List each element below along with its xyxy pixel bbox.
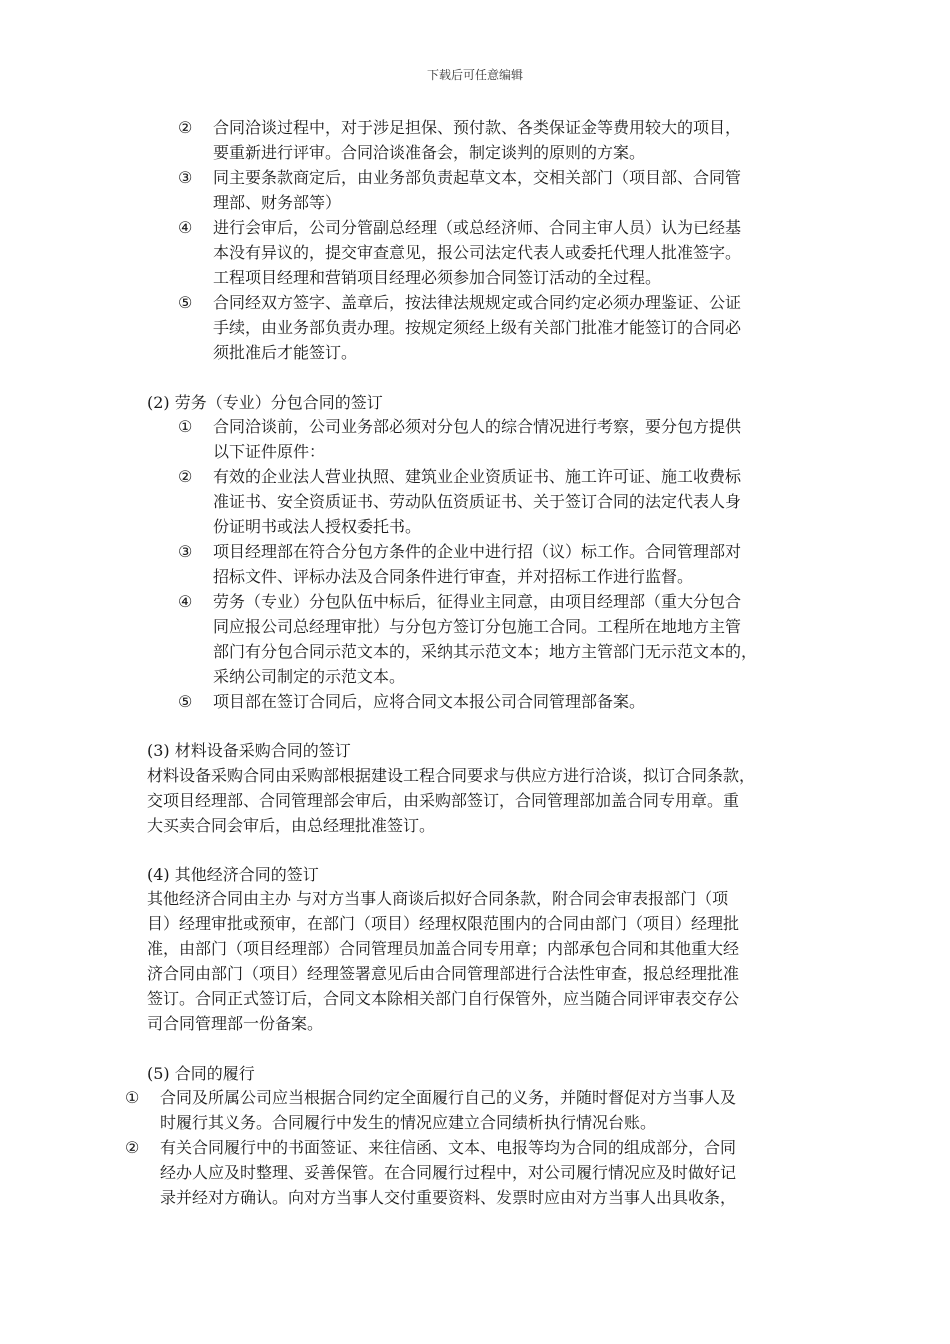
paragraph-line: 签订。合同正式签订后，合同文本除相关部门自行保管外，应当随合同评审表交存公: [147, 989, 740, 1008]
list-marker: ⑤: [178, 692, 193, 711]
list-item: [178, 215, 798, 290]
list-item-line: 合同及所属公司应当根据合同约定全面履行自己的义务，并随时督促对方当事人及: [160, 1088, 737, 1107]
list-item: [178, 589, 798, 689]
list-marker: ②: [178, 118, 193, 137]
list-marker: ④: [178, 218, 193, 237]
list-item-line: 须批准后才能签订。: [213, 343, 358, 362]
section5-list: [125, 1085, 810, 1210]
list-item-line: 工程项目经理和营销项目经理必须参加合同签订活动的全过程。: [213, 268, 662, 287]
list-item: [178, 414, 798, 464]
list-marker: ②: [178, 467, 193, 486]
list-item-line: 手续，由业务部负责办理。按规定须经上级有关部门批准才能签订的合同必: [213, 318, 742, 337]
list-item-line: 准证书、安全资质证书、劳动队伍资质证书、关于签订合同的法定代表人身: [213, 492, 742, 511]
paragraph-line: 材料设备采购合同由采购部根据建设工程合同要求与供应方进行洽谈，拟订合同条款，: [147, 766, 756, 785]
list-item-line: 经办人应及时整理、妥善保管。在合同履行过程中，对公司履行情况应及时做好记: [160, 1163, 737, 1182]
paragraph-line: 交项目经理部、合同管理部会审后，由采购部签订，合同管理部加盖合同专用章。重: [147, 791, 740, 810]
list-item-line: 份证明书或法人授权委托书。: [213, 517, 422, 536]
list-item: [125, 1135, 810, 1210]
section2-list: [178, 414, 798, 714]
section1-items: [178, 115, 798, 365]
list-item: [178, 115, 798, 165]
list-item-line: 项目经理部在符合分包方条件的企业中进行招（议）标工作。合同管理部对: [213, 542, 742, 561]
list-item-line: 录并经对方确认。向对方当事人交付重要资料、发票时应由对方当事人出具收条，: [160, 1188, 737, 1207]
list-item: [178, 165, 798, 215]
section3-paragraph: [147, 763, 807, 838]
paragraph-line: 大买卖合同会审后，由总经理批准签订。: [147, 816, 436, 835]
section1-list: [178, 115, 798, 365]
list-item-line: 合同洽谈过程中，对于涉足担保、预付款、各类保证金等费用较大的项目，: [213, 118, 742, 137]
paragraph-line: 其他经济合同由主办 与对方当事人商谈后拟好合同条款，附合同会审表报部门（项: [147, 889, 729, 908]
list-marker: ③: [178, 168, 193, 187]
list-marker: ⑤: [178, 293, 193, 312]
list-item: [125, 1085, 810, 1135]
list-item-line: 劳务（专业）分包队伍中标后，征得业主同意，由项目经理部（重大分包合: [213, 592, 742, 611]
list-item-line: 本没有异议的，提交审查意见，报公司法定代表人或委托代理人批准签字。: [213, 243, 742, 262]
list-item-line: 要重新进行评审。合同洽谈准备会，制定谈判的原则的方案。: [213, 143, 646, 162]
section4-heading: (4) 其他经济合同的签订: [147, 865, 319, 884]
list-item-line: 理部、财务部等）: [213, 193, 342, 212]
section2-heading: (2) 劳务（专业）分包合同的签订: [147, 393, 383, 412]
list-marker: ①: [178, 417, 193, 436]
section5-items: [125, 1085, 810, 1210]
list-marker: ①: [125, 1088, 140, 1107]
list-item: [178, 689, 798, 714]
paragraph-line: 司合同管理部一份备案。: [147, 1014, 324, 1033]
paragraph-line: 目）经理审批或预审，在部门（项目）经理权限范围内的合同由部门（项目）经理批: [147, 914, 740, 933]
list-item-line: 有关合同履行中的书面签证、来往信函、文本、电报等均为合同的组成部分，合同: [160, 1138, 737, 1157]
list-item-line: 项目部在签订合同后，应将合同文本报公司合同管理部备案。: [213, 692, 646, 711]
section4-paragraph: [147, 886, 807, 1036]
paragraph-line: 准，由部门（项目经理部）合同管理员加盖合同专用章；内部承包合同和其他重大经: [147, 939, 740, 958]
list-marker: ③: [178, 542, 193, 561]
list-marker: ②: [125, 1138, 140, 1157]
list-item-line: 部门有分包合同示范文本的，采纳其示范文本；地方主管部门无示范文本的，: [213, 642, 758, 661]
list-item-line: 合同经双方签字、盖章后，按法律法规规定或合同约定必须办理鉴证、公证: [213, 293, 742, 312]
list-marker: ④: [178, 592, 193, 611]
page-header-note: 下载后可任意编辑: [426, 68, 523, 82]
list-item-line: 有效的企业法人营业执照、建筑业企业资质证书、施工许可证、施工收费标: [213, 467, 742, 486]
list-item: [178, 464, 798, 539]
section5-heading: (5) 合同的履行: [147, 1064, 255, 1083]
list-item: [178, 290, 798, 365]
paragraph-line: 济合同由部门（项目）经理签署意见后由合同管理部进行合法性审查，报总经理批准: [147, 964, 740, 983]
list-item-line: 以下证件原件：: [213, 442, 326, 461]
list-item-line: 进行会审后，公司分管副总经理（或总经济师、合同主审人员）认为已经基: [213, 218, 742, 237]
section2-items: [178, 414, 798, 714]
list-item: [178, 539, 798, 589]
list-item-line: 招标文件、评标办法及合同条件进行审查，并对招标工作进行监督。: [213, 567, 694, 586]
list-item-line: 采纳公司制定的示范文本。: [213, 667, 406, 686]
section3-heading: (3) 材料设备采购合同的签订: [147, 741, 351, 760]
list-item-line: 合同洽谈前，公司业务部必须对分包人的综合情况进行考察，要分包方提供: [213, 417, 742, 436]
list-item-line: 同主要条款商定后，由业务部负责起草文本，交相关部门（项目部、合同管: [213, 168, 742, 187]
list-item-line: 时履行其义务。合同履行中发生的情况应建立合同绩析执行情况台账。: [160, 1113, 657, 1132]
list-item-line: 同应报公司总经理审批）与分包方签订分包施工合同。工程所在地地方主管: [213, 617, 742, 636]
